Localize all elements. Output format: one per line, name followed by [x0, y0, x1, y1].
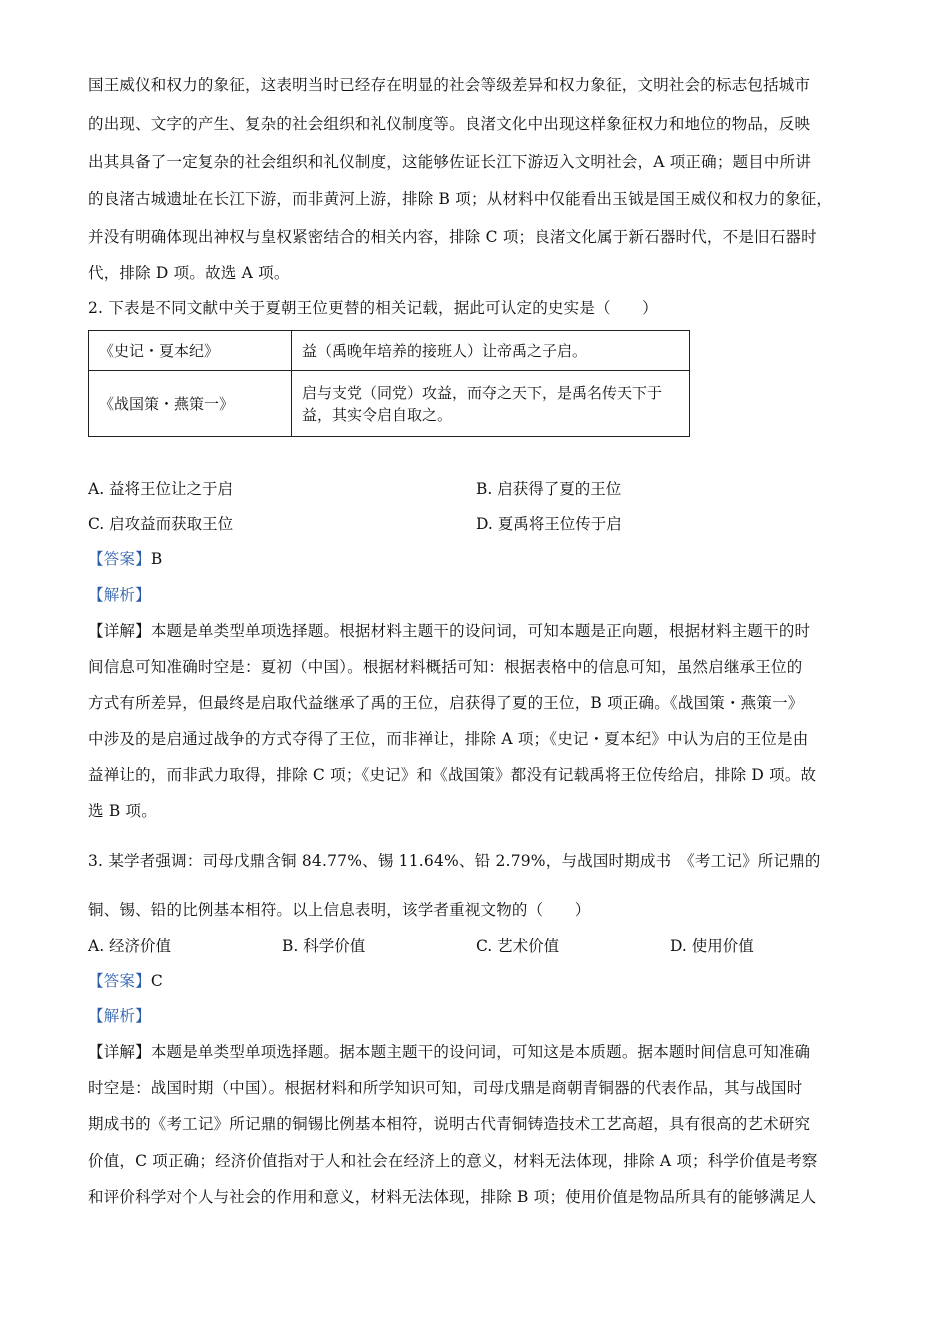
detail-label: 【详解】: [88, 622, 151, 640]
q2-detail-line: 中涉及的是启通过战争的方式夺得了王位，而非禅让，排除 A 项；《史记・夏本纪》中认为启的王位是由: [88, 730, 809, 748]
q2-source-table: [88, 330, 690, 437]
q1-tail-line: 出其具备了一定复杂的社会组织和礼仪制度，这能够佐证长江下游迈入文明社会，A 项正确；题目中所讲: [88, 153, 812, 171]
table-cell-source: 《战国策・燕策一》: [89, 371, 292, 437]
detail-text: 本题是单类型单项选择题。根据材料主题干的设问词，可知本题是正向题，根据材料主题干的时: [150, 622, 811, 640]
q2-option-a: A. 益将王位让之于启: [88, 480, 234, 498]
q3-answer: [88, 970, 864, 992]
q2-option-b: B. 启获得了夏的王位: [476, 480, 622, 498]
q2-answer: [88, 548, 864, 570]
q1-tail-line: 代，排除 D 项。故选 A 项。: [88, 264, 290, 282]
q3-option-d: D. 使用价值: [670, 937, 754, 955]
q2-detail-line: 选 B 项。: [88, 802, 157, 820]
detail-label: 【详解】: [88, 1043, 151, 1061]
answer-value: B: [150, 550, 163, 568]
table-cell-source: 《史记・夏本纪》: [89, 331, 292, 371]
table-cell-text: 益（禹晚年培养的接班人）让帝禹之子启。: [292, 331, 690, 371]
q2-detail-line: [88, 620, 864, 642]
answer-value: C: [150, 972, 163, 990]
detail-text: 本题是单类型单项选择题。据本题主题干的设问词，可知这是本质题。据本题时间信息可知准确: [150, 1043, 811, 1061]
q3-stem-line: 铜、锡、铅的比例基本相符。以上信息表明，该学者重视文物的（ ）: [88, 901, 591, 919]
q3-detail-line: 时空是：战国时期（中国）。根据材料和所学知识可知，司母戊鼎是商朝青铜器的代表作品，其与战国时: [88, 1079, 803, 1097]
q3-option-c: C. 艺术价值: [476, 937, 560, 955]
answer-label: 【答案】: [88, 972, 151, 990]
q3-option-b: B. 科学价值: [282, 937, 366, 955]
q3-detail-line: 和评价科学对个人与社会的作用和意义，材料无法体现，排除 B 项；使用价值是物品所具有的能够满足人: [88, 1188, 817, 1206]
q2-option-c: C. 启攻益而获取王位: [88, 515, 234, 533]
q2-detail-line: 方式有所差异，但最终是启取代益继承了禹的王位，启获得了夏的王位，B 项正确。《战国策・燕策一》: [88, 694, 804, 712]
q1-tail-line: 国王威仪和权力的象征，这表明当时已经存在明显的社会等级差异和权力象征，文明社会的标志包括城市: [88, 76, 811, 94]
q2-analysis-label: 【解析】: [88, 586, 151, 604]
q3-detail-line: 价值，C 项正确；经济价值指对于人和社会在经济上的意义，材料无法体现，排除 A 项；科学价值是考察: [88, 1152, 818, 1170]
q2-detail-line: 间信息可知准确时空是：夏初（中国）。根据材料概括可知：根据表格中的信息可知，虽然启继承王位的: [88, 658, 803, 676]
q3-detail-line: [88, 1041, 864, 1063]
q3-option-a: A. 经济价值: [88, 937, 172, 955]
q2-option-d: D. 夏禹将王位传于启: [476, 515, 622, 533]
answer-label: 【答案】: [88, 550, 151, 568]
table-cell-text: 启与支党（同党）攻益，而夺之天下，是禹名传天下于益，其实令启自取之。: [292, 371, 690, 437]
q1-tail-line: 的出现、文字的产生、复杂的社会组织和礼仪制度等。良渚文化中出现这样象征权力和地位的物品，反映: [88, 115, 811, 133]
q2-stem: 2. 下表是不同文献中关于夏朝王位更替的相关记载，据此可认定的史实是（ ）: [88, 299, 658, 317]
q3-detail-line: 期成书的《考工记》所记鼎的铜锡比例基本相符，说明古代青铜铸造技术工艺高超，具有很高的艺术研究: [88, 1115, 811, 1133]
q3-analysis-label: 【解析】: [88, 1007, 151, 1025]
q2-detail-line: 益禅让的，而非武力取得，排除 C 项；《史记》和《战国策》都没有记载禹将王位传给启，排除 D 项。故: [88, 766, 817, 784]
q3-stem-line: 3. 某学者强调：司母戊鼎含铜 84.77%、锡 11.64%、铅 2.79%，与战国时期成书 《考工记》所记鼎的: [88, 852, 821, 870]
q1-tail-line: 的良渚古城遗址在长江下游，而非黄河上游，排除 B 项；从材料中仅能看出玉钺是国王威仪和权力的象征，: [88, 190, 833, 208]
table-row: [89, 371, 690, 437]
table-row: [89, 331, 690, 371]
q1-tail-line: 并没有明确体现出神权与皇权紧密结合的相关内容，排除 C 项；良渚文化属于新石器时代，不是旧石器时: [88, 228, 817, 246]
